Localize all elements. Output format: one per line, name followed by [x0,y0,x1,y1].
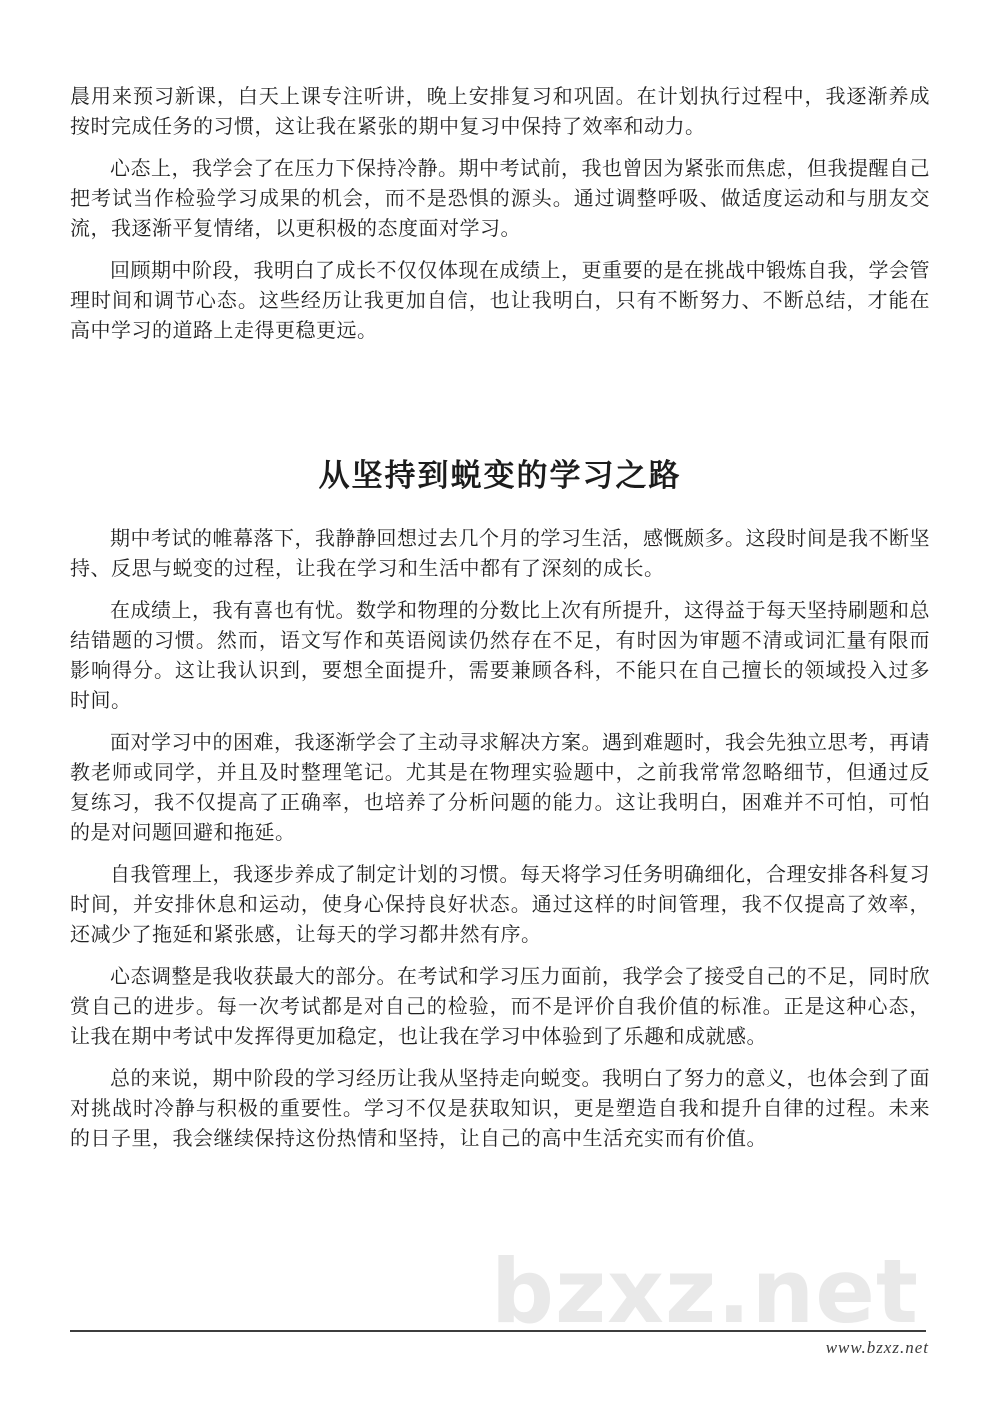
footer-url: www.bzxz.net [825,1338,929,1357]
essay-title: 从坚持到蜕变的学习之路 [318,458,682,493]
essay-paragraph-1: 期中考试的帷幕落下，我静静回想过去几个月的学习生活，感慨颇多。这段时间是我不断坚持、反思与蜕变的过程，让我在学习和生活中都有了深刻的成长。 [70,528,930,580]
text-content [70,82,930,1166]
essay-paragraph-6: 总的来说，期中阶段的学习经历让我从坚持走向蜕变。我明白了努力的意义，也体会到了面对挑战时冷静与积极的重要性。学习不仅是获取知识，更是塑造自我和提升自律的过程。未来的日子里，我会继续保持这份热情和坚持，让自己的高中生活充实而有价值。 [70,1068,930,1150]
essay-paragraph-3: 面对学习中的困难，我逐渐学会了主动寻求解决方案。遇到难题时，我会先独立思考，再请教老师或同学，并且及时整理笔记。尤其是在物理实验题中，之前我常常忽略细节，但通过反复练习，我不仅提高了正确率，也培养了分析问题的能力。这让我明白，困难并不可怕，可怕的是对问题回避和拖延。 [70,732,930,844]
paragraph-continuation-2: 心态上，我学会了在压力下保持冷静。期中考试前，我也曾因为紧张而焦虑，但我提醒自己把考试当作检验学习成果的机会，而不是恐惧的源头。通过调整呼吸、做适度运动和与朋友交流，我逐渐平复情绪，以更积极的态度面对学习。 [70,158,930,240]
essay-paragraph-2: 在成绩上，我有喜也有忧。数学和物理的分数比上次有所提升，这得益于每天坚持刷题和总结错题的习惯。然而，语文写作和英语阅读仍然存在不足，有时因为审题不清或词汇量有限而影响得分。这让我认识到，要想全面提升，需要兼顾各科，不能只在自己擅长的领域投入过多时间。 [70,600,930,712]
essay-paragraph-4: 自我管理上，我逐步养成了制定计划的习惯。每天将学习任务明确细化，合理安排各科复习时间，并安排休息和运动，使身心保持良好状态。通过这样的时间管理，我不仅提高了效率，还减少了拖延和紧张感，让每天的学习都井然有序。 [70,864,930,946]
site-watermark: bzxz.net [490,1240,919,1343]
essay-paragraph-5: 心态调整是我收获最大的部分。在考试和学习压力面前，我学会了接受自己的不足，同时欣赏自己的进步。每一次考试都是对自己的检验，而不是评价自我价值的标准。正是这种心态，让我在期中考试中发挥得更加稳定，也让我在学习中体验到了乐趣和成就感。 [70,966,930,1048]
paragraph-continuation-3: 回顾期中阶段，我明白了成长不仅仅体现在成绩上，更重要的是在挑战中锻炼自我，学会管理时间和调节心态。这些经历让我更加自信，也让我明白，只有不断努力、不断总结，才能在高中学习的道路上走得更稳更远。 [70,260,930,342]
footer-divider [70,1330,926,1332]
paragraph-continuation-1: 晨用来预习新课，白天上课专注听讲，晚上安排复习和巩固。在计划执行过程中，我逐渐养成按时完成任务的习惯，这让我在紧张的期中复习中保持了效率和动力。 [70,86,930,138]
